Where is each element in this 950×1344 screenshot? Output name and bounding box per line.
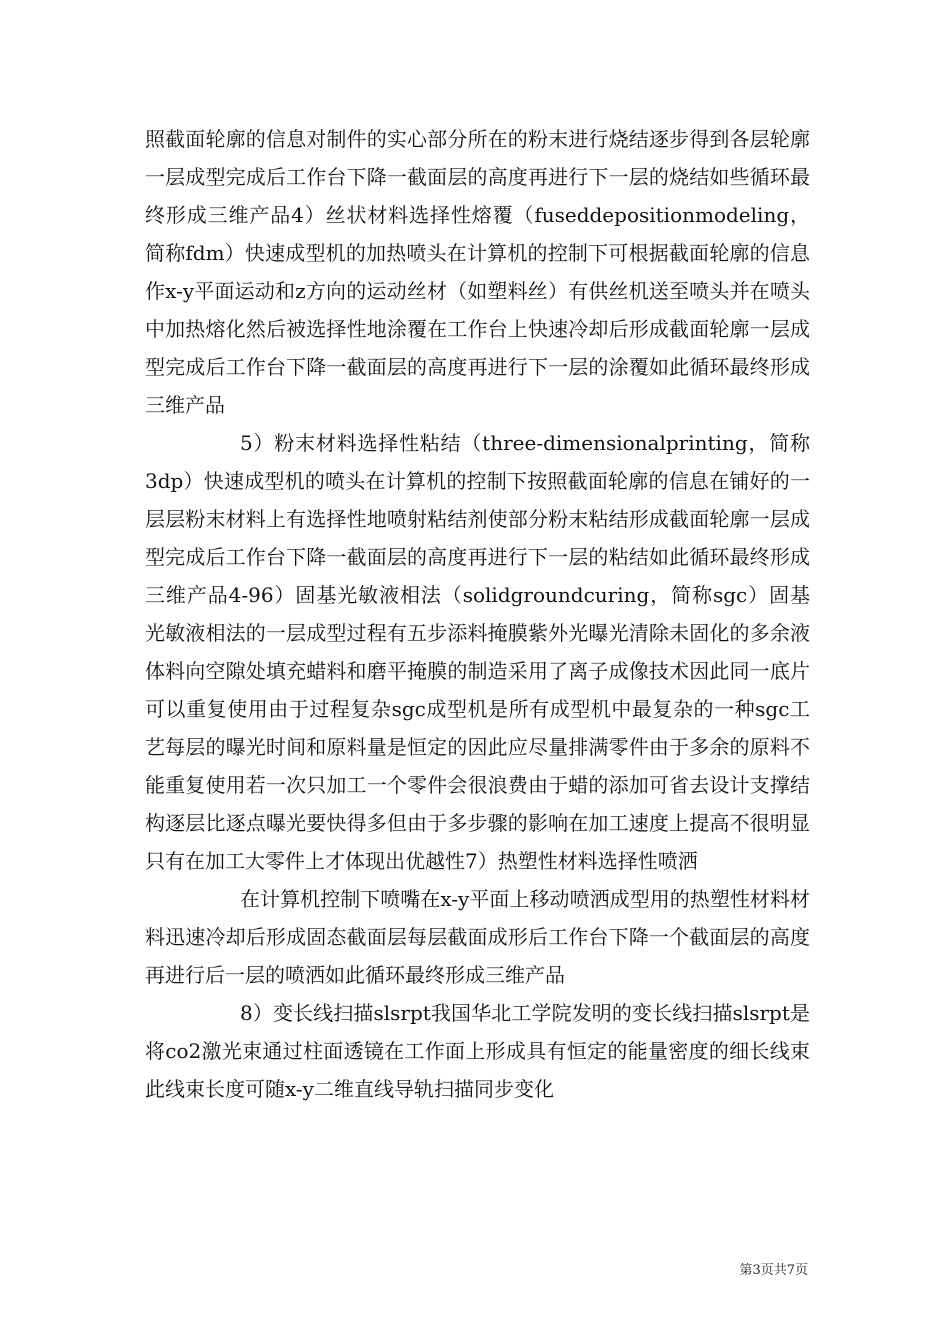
paragraph-thermoplastic-spray: 在计算机控制下喷嘴在x-y平面上移动喷洒成型用的热塑性材料材料迅速冷却后形成固态截面层每层截面成形后工作台下降一个截面层的高度再进行后一层的喷洒如此循环最终形成三维产品 — [145, 887, 810, 987]
paragraph-line-scanning: 8）变长线扫描slsrpt我国华北工学院发明的变长线扫描slsrpt是将co2激光束通过柱面透镜在工作面上形成具有恒定的能量密度的细长线束此线束长度可随x-y二维直线导轨扫描同步变化 — [145, 1001, 810, 1101]
paragraph-powder-bonding: 5）粉末材料选择性粘结（three-dimensionalprinting，简称3dp）快速成型机的喷头在计算机的控制下按照截面轮廓的信息在铺好的一层层粉末材料上有选择性地喷射粘结剂使部分粉末粘结形成截面轮廓一层成型完成后工作台下降一截面层的高度再进行下一层的粘结如此循环最终形成三维产品4-96）固基光敏液相法（solidgroundcuring，简称sgc）固基光敏液相法的一层成型过程有五步添料掩膜紫外光曝光清除未固化的多余液体料向空隙处填充蜡料和磨平掩膜的制造采用了离子成像技术因此同一底片可以重复使用由于过程复杂sgc成型机是所有成型机中最复杂的一种sgc工艺每层的曝光时间和原料量是恒定的因此应尽量排满零件由于多余的原料不能重复使用若一次只加工一个零件会很浪费由于蜡的添加可省去设计支撑结构逐层比逐点曝光要快得多但由于多步骤的影响在加工速度上提高不很明显只有在加工大零件上才体现出优越性7）热塑性材料选择性喷洒 — [145, 431, 810, 873]
body-text — [145, 120, 810, 1108]
paragraph-continuation: 照截面轮廓的信息对制件的实心部分所在的粉末进行烧结逐步得到各层轮廓一层成型完成后工作台下降一截面层的高度再进行下一层的烧结如些循环最终形成三维产品4）丝状材料选择性熔覆（fuseddepositionmodeling，简称fdm）快速成型机的加热喷头在计算机的控制下可根据截面轮廓的信息作x-y平面运动和z方向的运动丝材（如塑料丝）有供丝机送至喷头并在喷头中加热熔化然后被选择性地涂覆在工作台上快速冷却后形成截面轮廓一层成型完成后工作台下降一截面层的高度再进行下一层的涂覆如此循环最终形成三维产品 — [145, 127, 810, 417]
page-number-footer: 第3页共7页 — [739, 1263, 808, 1278]
